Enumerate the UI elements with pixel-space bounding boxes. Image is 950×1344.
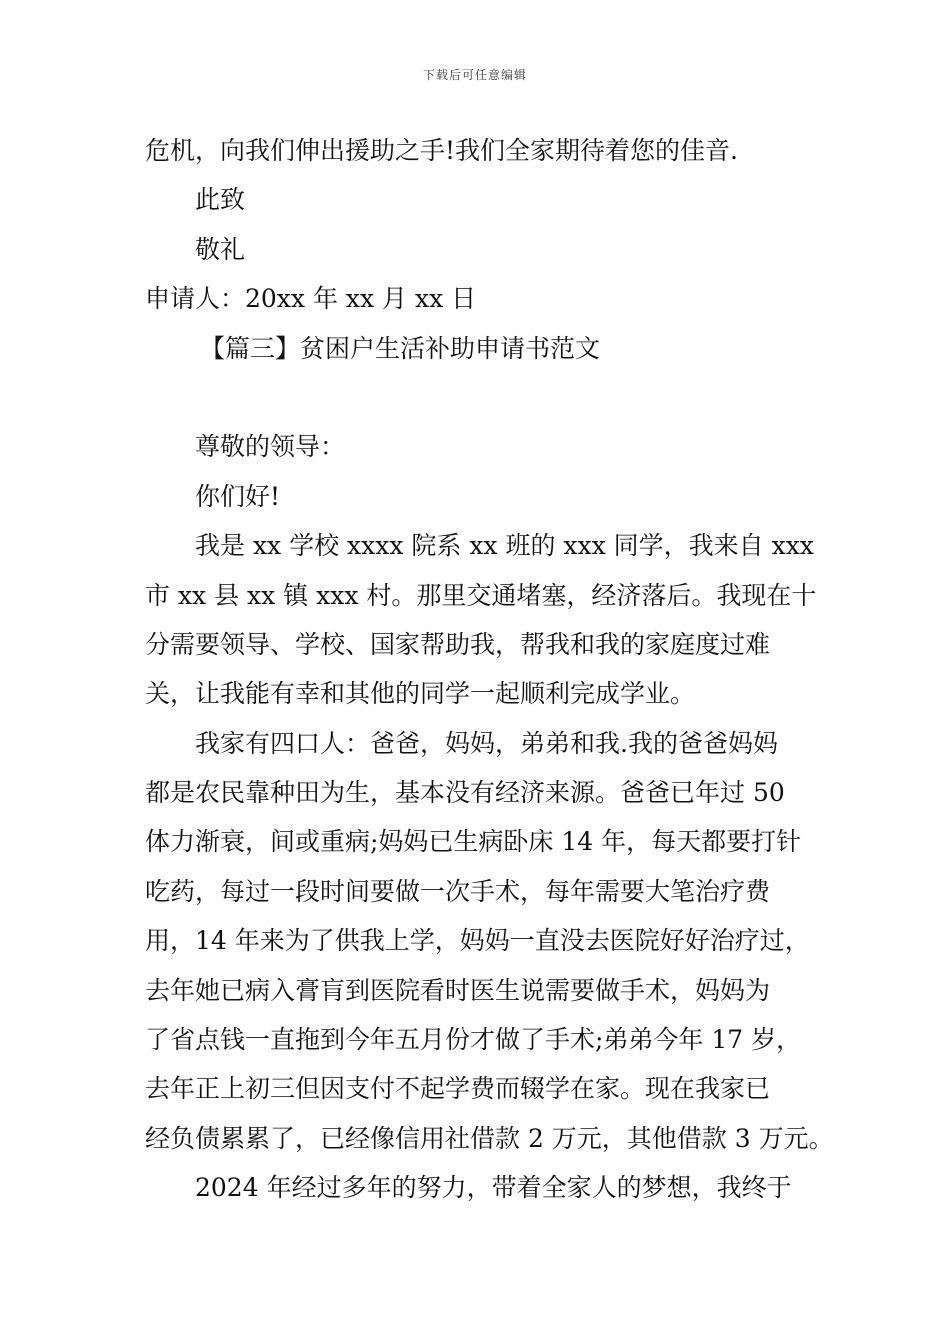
greeting: 你们好! [195, 481, 281, 511]
section-heading: 【篇三】贫困户生活补助申请书范文 [200, 333, 601, 363]
paragraph-1-line: 我是 xx 学校 xxxx 院系 xx 班的 xxx 同学，我来自 xxx [195, 531, 814, 561]
closing-phrase-2: 敬礼 [195, 234, 246, 264]
paragraph-3-line: 2024 年经过多年的努力，带着全家人的梦想，我终于 [195, 1173, 792, 1203]
paragraph-1-line: 分需要领导、学校、国家帮助我，帮我和我的家庭度过难 [145, 629, 771, 659]
signature-line: 申请人：20xx 年 xx 月 xx 日 [145, 284, 477, 314]
closing-phrase-1: 此致 [195, 185, 246, 215]
paragraph-2-line: 吃药，每过一段时间要做一次手术，每年需要大笔治疗费 [145, 876, 771, 906]
paragraph-2-line: 都是农民靠种田为生，基本没有经济来源。爸爸已年过 50 [145, 778, 785, 808]
paragraph-2-line: 去年正上初三但因支付不起学费而辍学在家。现在我家已 [145, 1074, 771, 1104]
paragraph-2-line: 用，14 年来为了供我上学，妈妈一直没去医院好好治疗过， [145, 926, 810, 956]
paragraph-1-line: 关，让我能有幸和其他的同学一起顺利完成学业。 [145, 679, 696, 709]
paragraph-1-line: 市 xx 县 xx 镇 xxx 村。那里交通堵塞，经济落后。我现在十 [145, 580, 817, 610]
continued-paragraph-line: 危机，向我们伸出援助之手!我们全家期待着您的佳音. [145, 136, 738, 165]
blank-line [145, 373, 825, 422]
paragraph-2-line: 了省点钱一直拖到今年五月份才做了手术;弟弟今年 17 岁， [145, 1025, 802, 1055]
paragraph-2-line: 去年她已病入膏肓到医院看时医生说需要做手术，妈妈为 [145, 975, 771, 1005]
paragraph-2-line: 我家有四口人：爸爸，妈妈，弟弟和我.我的爸爸妈妈 [195, 728, 778, 758]
salutation: 尊敬的领导： [195, 432, 346, 462]
paragraph-2-line: 体力渐衰，间或重病;妈妈已生病卧床 14 年，每天都要打针 [145, 827, 802, 857]
page-header-note: 下载后可任意编辑 [422, 68, 527, 82]
document-body [145, 126, 834, 1213]
paragraph-2-line: 经负债累累了，已经像信用社借款 2 万元，其他借款 3 万元。 [145, 1123, 834, 1153]
